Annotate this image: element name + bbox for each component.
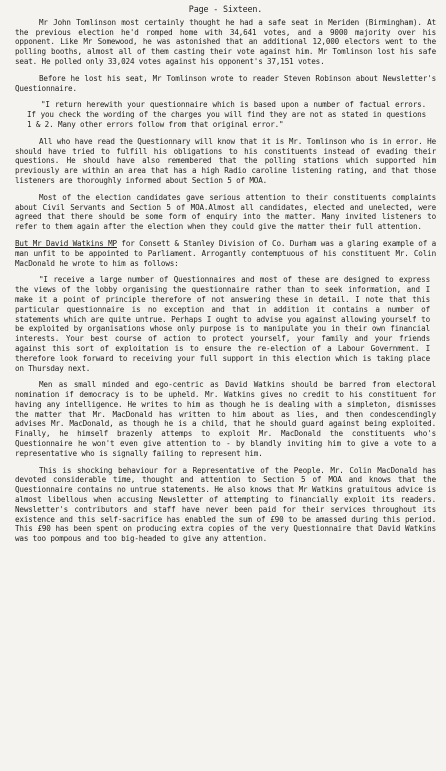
paragraph-watkins-criticism: Men as small minded and ego-centric as David Watkins should be barred from electoral nomination if democracy is to be upheld. Mr. Watkins gives no credit to his constituent for having any intelligence. He writes to him as though he is dealing with a simpleton, dismisses the matter that Mr. MacDonald has written to him about as lies, and then condescendingly advises Mr. MacDonald, as though he is a child, that he should guard against being exploited. Finally, he himself brazenly attemps to exploit Mr. MacDonald the constituents who's Questionnaire he won't even give attention to - by blandly inviting him to give a vote to a representative who is signally failing to represent him.: [15, 380, 436, 458]
paragraph-watkins-intro: [15, 239, 436, 268]
quote-tomlinson: "I return herewith your questionnaire which is based upon a number of factual errors. If you check the wording of the charges you will find they are not as stated in questions 1 & 2. Many other errors follow from that original error.": [27, 100, 426, 129]
paragraph-candidates: Most of the election candidates gave serious attention to their constituents complaints about Civil Servants and Section 5 of MOA.Almost all candidates, elected and unelected, were agreed that there should be some form of enquiry into the matter. Many invited listeners to refer to them again after the election when they could give the matter their full attention.: [15, 192, 436, 232]
paragraph-tomlinson-seat: Mr John Tomlinson most certainly thought he had a safe seat in Meriden (Birmingham). At the previous election he'd romped home with 34,641 votes, and a 9000 majority over his opponent. Like Mr Somewood, he was astonished that an additional 12,000 electors went to the polling booths, almost all of them casting their vote against him. Mr Tomlinson lost his safe seat. He polled only 33,024 votes against his opponent's 37,151 votes.: [15, 17, 436, 66]
paragraph-shocking-behaviour: This is shocking behaviour for a Representative of the People. Mr. Colin MacDonald has devoted considerable time, thought and attention to Section 5 of MOA and knows that the Questionnaire contains no untrue statements. He also knows that Mr Watkins gratuitous advice is almost libellous when accusing Newsletter of attempting to financially exploit its readers. Newsletter's contributors and staff have never been paid for their services throughout its existence and this self-sacrifice has enabled the sum of £90 to be amassed during this period. This £90 has been spent on producing extra copies of the very Questionnaire that David Watkins was too pompous and too big-headed to give any attention.: [15, 465, 436, 544]
page-header: Page - Sixteen.: [188, 4, 263, 14]
watkins-lead: But Mr David Watkins MP: [15, 238, 117, 248]
paragraph-tomlinson-letter: Before he lost his seat, Mr Tomlinson wrote to reader Steven Robinson about Newsletter's Questionnaire.: [15, 73, 436, 93]
quote-watkins: "I receive a large number of Questionnaires and most of these are designed to express the views of the lobby organising the questionnaire rather than to seek information, and I make it a point of principle therefore of not answering these in detail. I note that this particular questionnaire is no exception and that in addition it contains a number of statements which are quite untrue. Perhaps I ought to advise you against allowing yourself to be exploited by organisations whose only purpose is to manipulate you in their own financial interests. Your best course of action to protect yourself, your family and your friends against this sort of exploitation is to ensure the re-election of a Labour Government. I therefore look forward to receiving your full support in this election which is taking place on Thursday next.: [15, 275, 430, 373]
paragraph-questionnary: All who have read the Questionnary will know that it is Mr. Tomlinson who is in error. He should have tried to fulfill his obligations to his constituents instead of evading their questions. He should have also remembered that the polling stations which supported him previously are within an area that has a high Radio caroline listening rating, and that those listeners are thoroughly informed about Section 5 of MOA.: [15, 136, 436, 185]
watkins-intro-rest: for Consett & Stanley Division of Co. Durham was a glaring example of a man unfit to be appointed to Parliament. Arrogantly contemptuous of his constituent Mr. Colin MacDonald he wrote to him as follows:: [15, 238, 437, 268]
